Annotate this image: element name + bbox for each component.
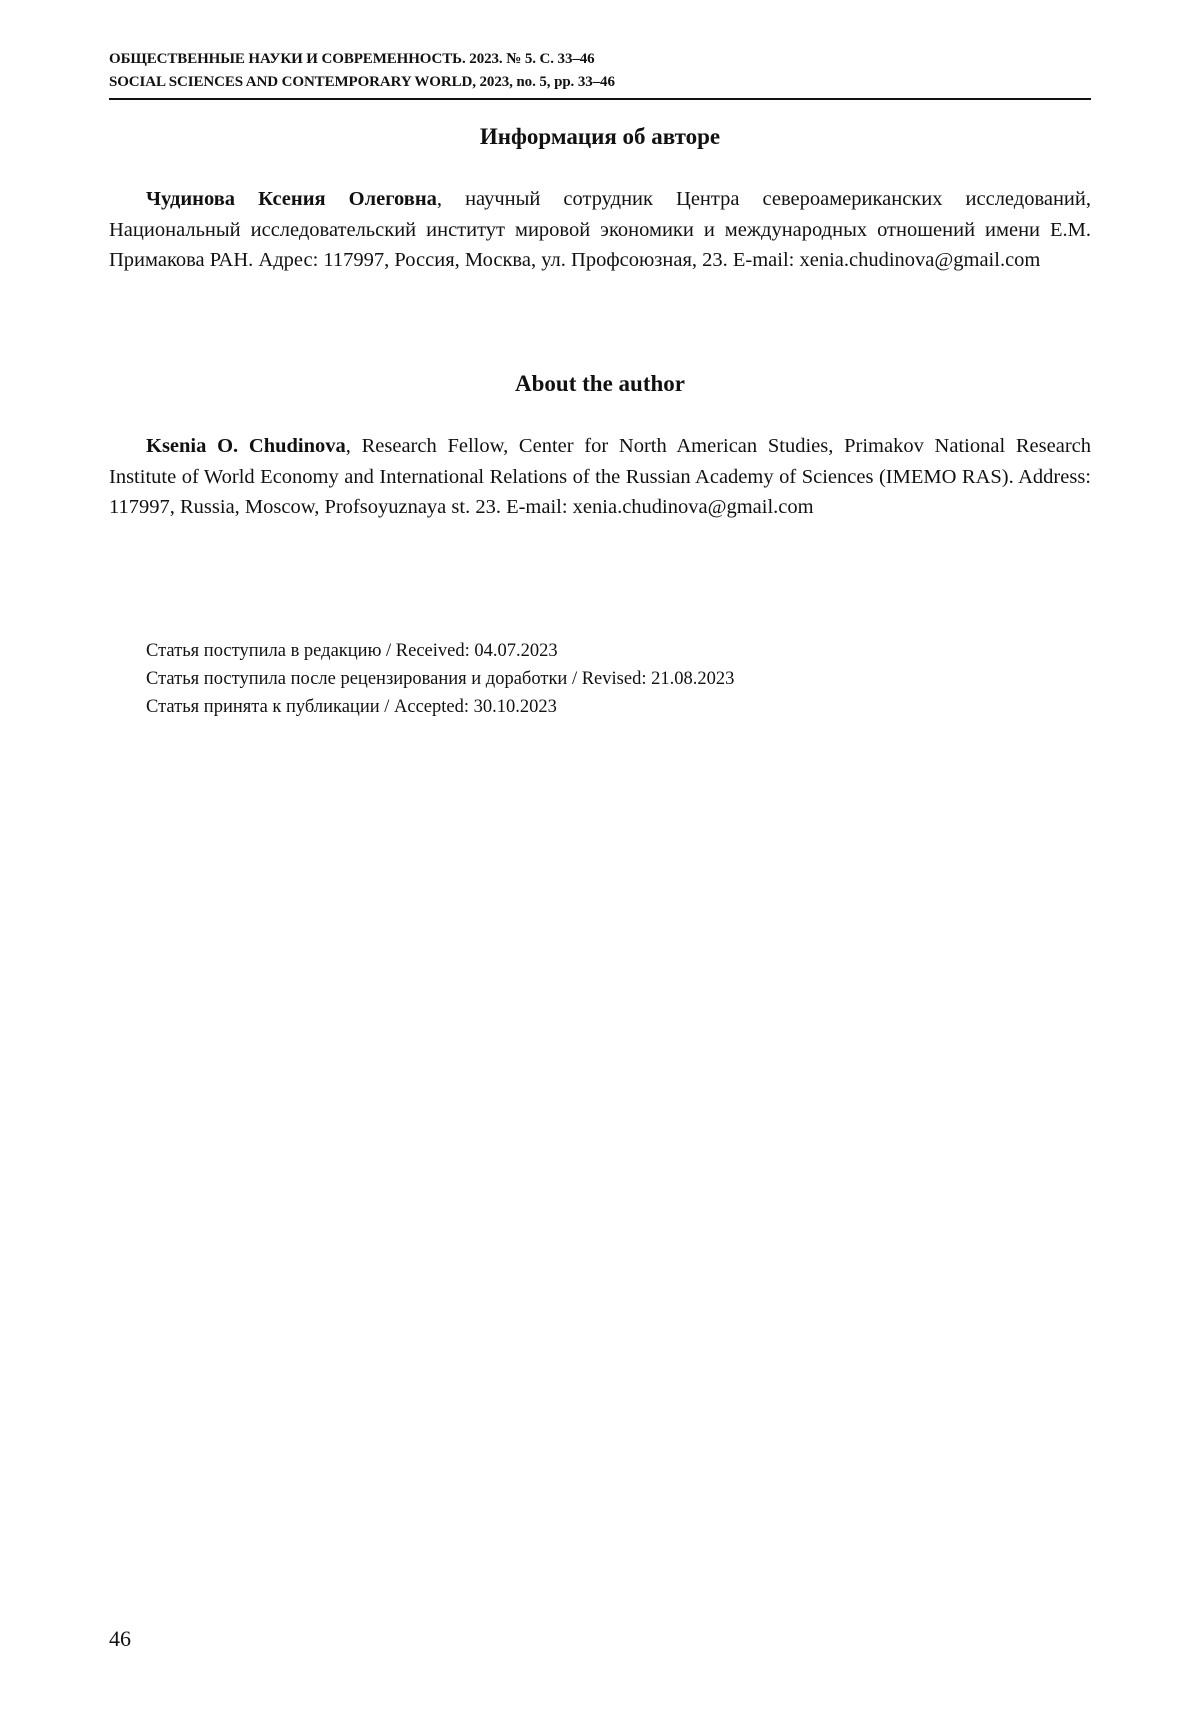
- page-number: 46: [109, 1626, 131, 1651]
- author-bio-en: [109, 431, 1091, 523]
- author-info-ru-heading: Информация об авторе: [479, 124, 721, 149]
- author-info-en-section: [109, 369, 1091, 523]
- author-bio-ru: [109, 184, 1091, 276]
- author-bio-en-text: , Research Fellow, Center for North American Studies, Primakov National Research Institute of World Economy and International Relations of the Russian Academy of Sciences (IMEMO RAS). Address: 117997, Russia, Moscow, Profsoyuznaya st. 23. E-mail: xenia.chudinova@gmail.com: [109, 435, 1091, 518]
- author-info-en-heading: About the author: [515, 371, 685, 396]
- accepted-date: Статья принята к публикации / Accepted: 30.10.2023: [146, 697, 557, 717]
- received-date: Статья поступила в редакцию / Received: 04.07.2023: [146, 641, 558, 661]
- journal-title-en: SOCIAL SCIENCES AND CONTEMPORARY WORLD, 2023, no. 5, pp. 33–46: [109, 74, 615, 90]
- author-info-ru-section: [109, 122, 1091, 276]
- article-dates: [146, 637, 734, 721]
- revised-date: Статья поступила после рецензирования и доработки / Revised: 21.08.2023: [146, 669, 735, 689]
- author-bio-ru-text: , научный сотрудник Центра североамериканских исследований, Национальный исследовательский институт мировой экономики и международных отношений имени Е.М. Примакова РАН. Адрес: 117997, Россия, Москва, ул. Профсоюзная, 23. E-mail: xenia.chudinova@gmail.com: [109, 188, 1091, 271]
- journal-title-ru: ОБЩЕСТВЕННЫЕ НАУКИ И СОВРЕМЕННОСТЬ. 2023. № 5. С. 33–46: [109, 51, 595, 67]
- running-header: [109, 48, 1091, 100]
- author-name-en: Ksenia O. Chudinova: [146, 435, 346, 457]
- author-name-ru: Чудинова Ксения Олеговна: [146, 188, 437, 210]
